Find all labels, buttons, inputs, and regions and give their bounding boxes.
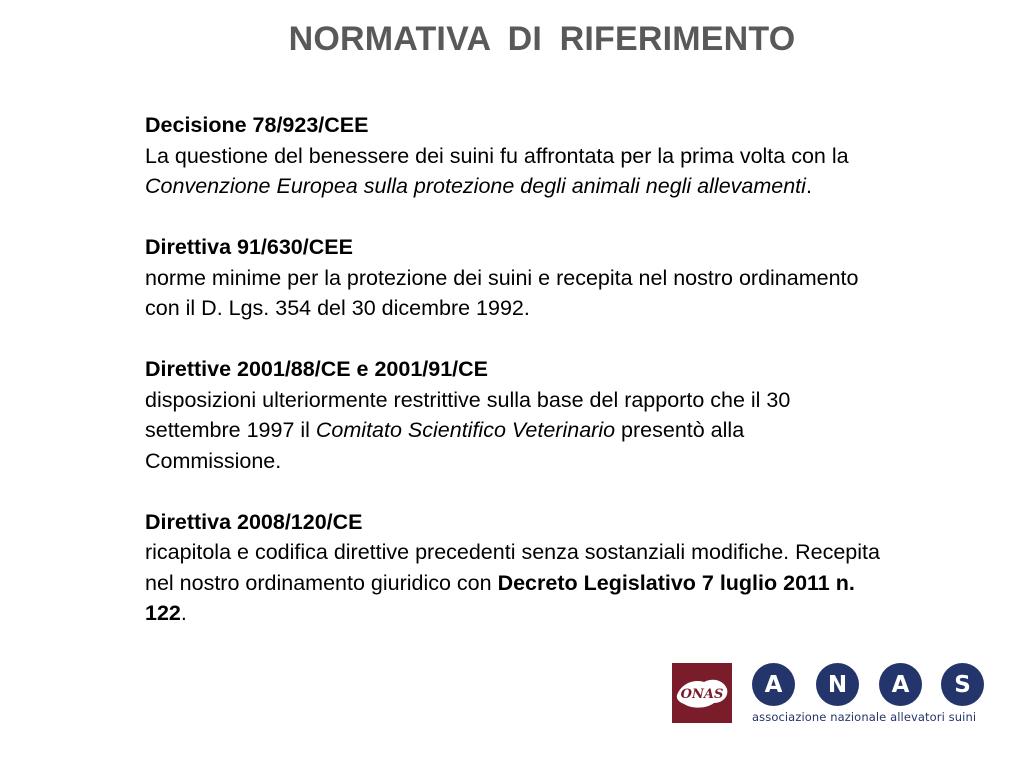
section-heading: Direttiva 91/630/CEE: [145, 235, 353, 259]
section-decisione-78-923: [145, 110, 885, 202]
body-bold: Decreto Legislativo 7 luglio 2011 n. 122: [145, 570, 855, 625]
section-direttiva-91-630: [145, 232, 885, 324]
section-body: [145, 385, 885, 477]
anas-logo: [750, 663, 990, 728]
body-italic: Convenzione Europea sulla protezione degli animali negli allevamenti: [145, 174, 806, 198]
anas-letter-a: A: [752, 663, 795, 706]
anas-letters: [750, 663, 990, 707]
section-heading: Direttiva 2008/120/CE: [145, 509, 363, 534]
anas-caption: associazione nazionale allevatori suini: [752, 710, 977, 724]
body-text: ricapitola e codifica direttive precedenti senza sostanziali modifiche. Recepita nel nostro ordinamento giuridico con: [145, 540, 880, 595]
section-direttive-2001: [145, 354, 885, 476]
content: [145, 110, 885, 659]
section-body: [145, 141, 885, 202]
section-heading: Direttive 2001/88/CE e 2001/91/CE: [145, 357, 489, 381]
onas-logo: [672, 663, 732, 723]
body-text: disposizioni ulteriormente restrittive sulla base del rapporto che il 30 settembre 1997 il: [145, 387, 791, 442]
body-text-end: presentò alla Commissione.: [145, 418, 745, 473]
section-body: [145, 537, 885, 629]
body-italic: Comitato Scientifico Veterinario: [315, 418, 616, 442]
body-text-end: .: [805, 174, 812, 198]
anas-letter-a2: A: [879, 663, 922, 706]
onas-logo-text: ONAS: [680, 687, 724, 702]
page-title: NORMATIVA DI RIFERIMENTO: [288, 20, 796, 58]
section-heading: Decisione 78/923/CEE: [145, 113, 369, 137]
section-direttiva-2008-120: [145, 507, 885, 629]
body-text-end: .: [180, 601, 187, 625]
anas-letter-n: N: [816, 663, 859, 706]
section-body: norme minime per la protezione dei suini e recepita nel nostro ordinamento con il D. Lgs. 354 del 30 dicembre 1992.: [145, 265, 859, 320]
anas-letter-s: S: [941, 663, 984, 706]
onas-logo-icon: [674, 673, 730, 713]
body-text: La questione del benessere dei suini fu affrontata per la prima volta con la: [145, 143, 849, 168]
